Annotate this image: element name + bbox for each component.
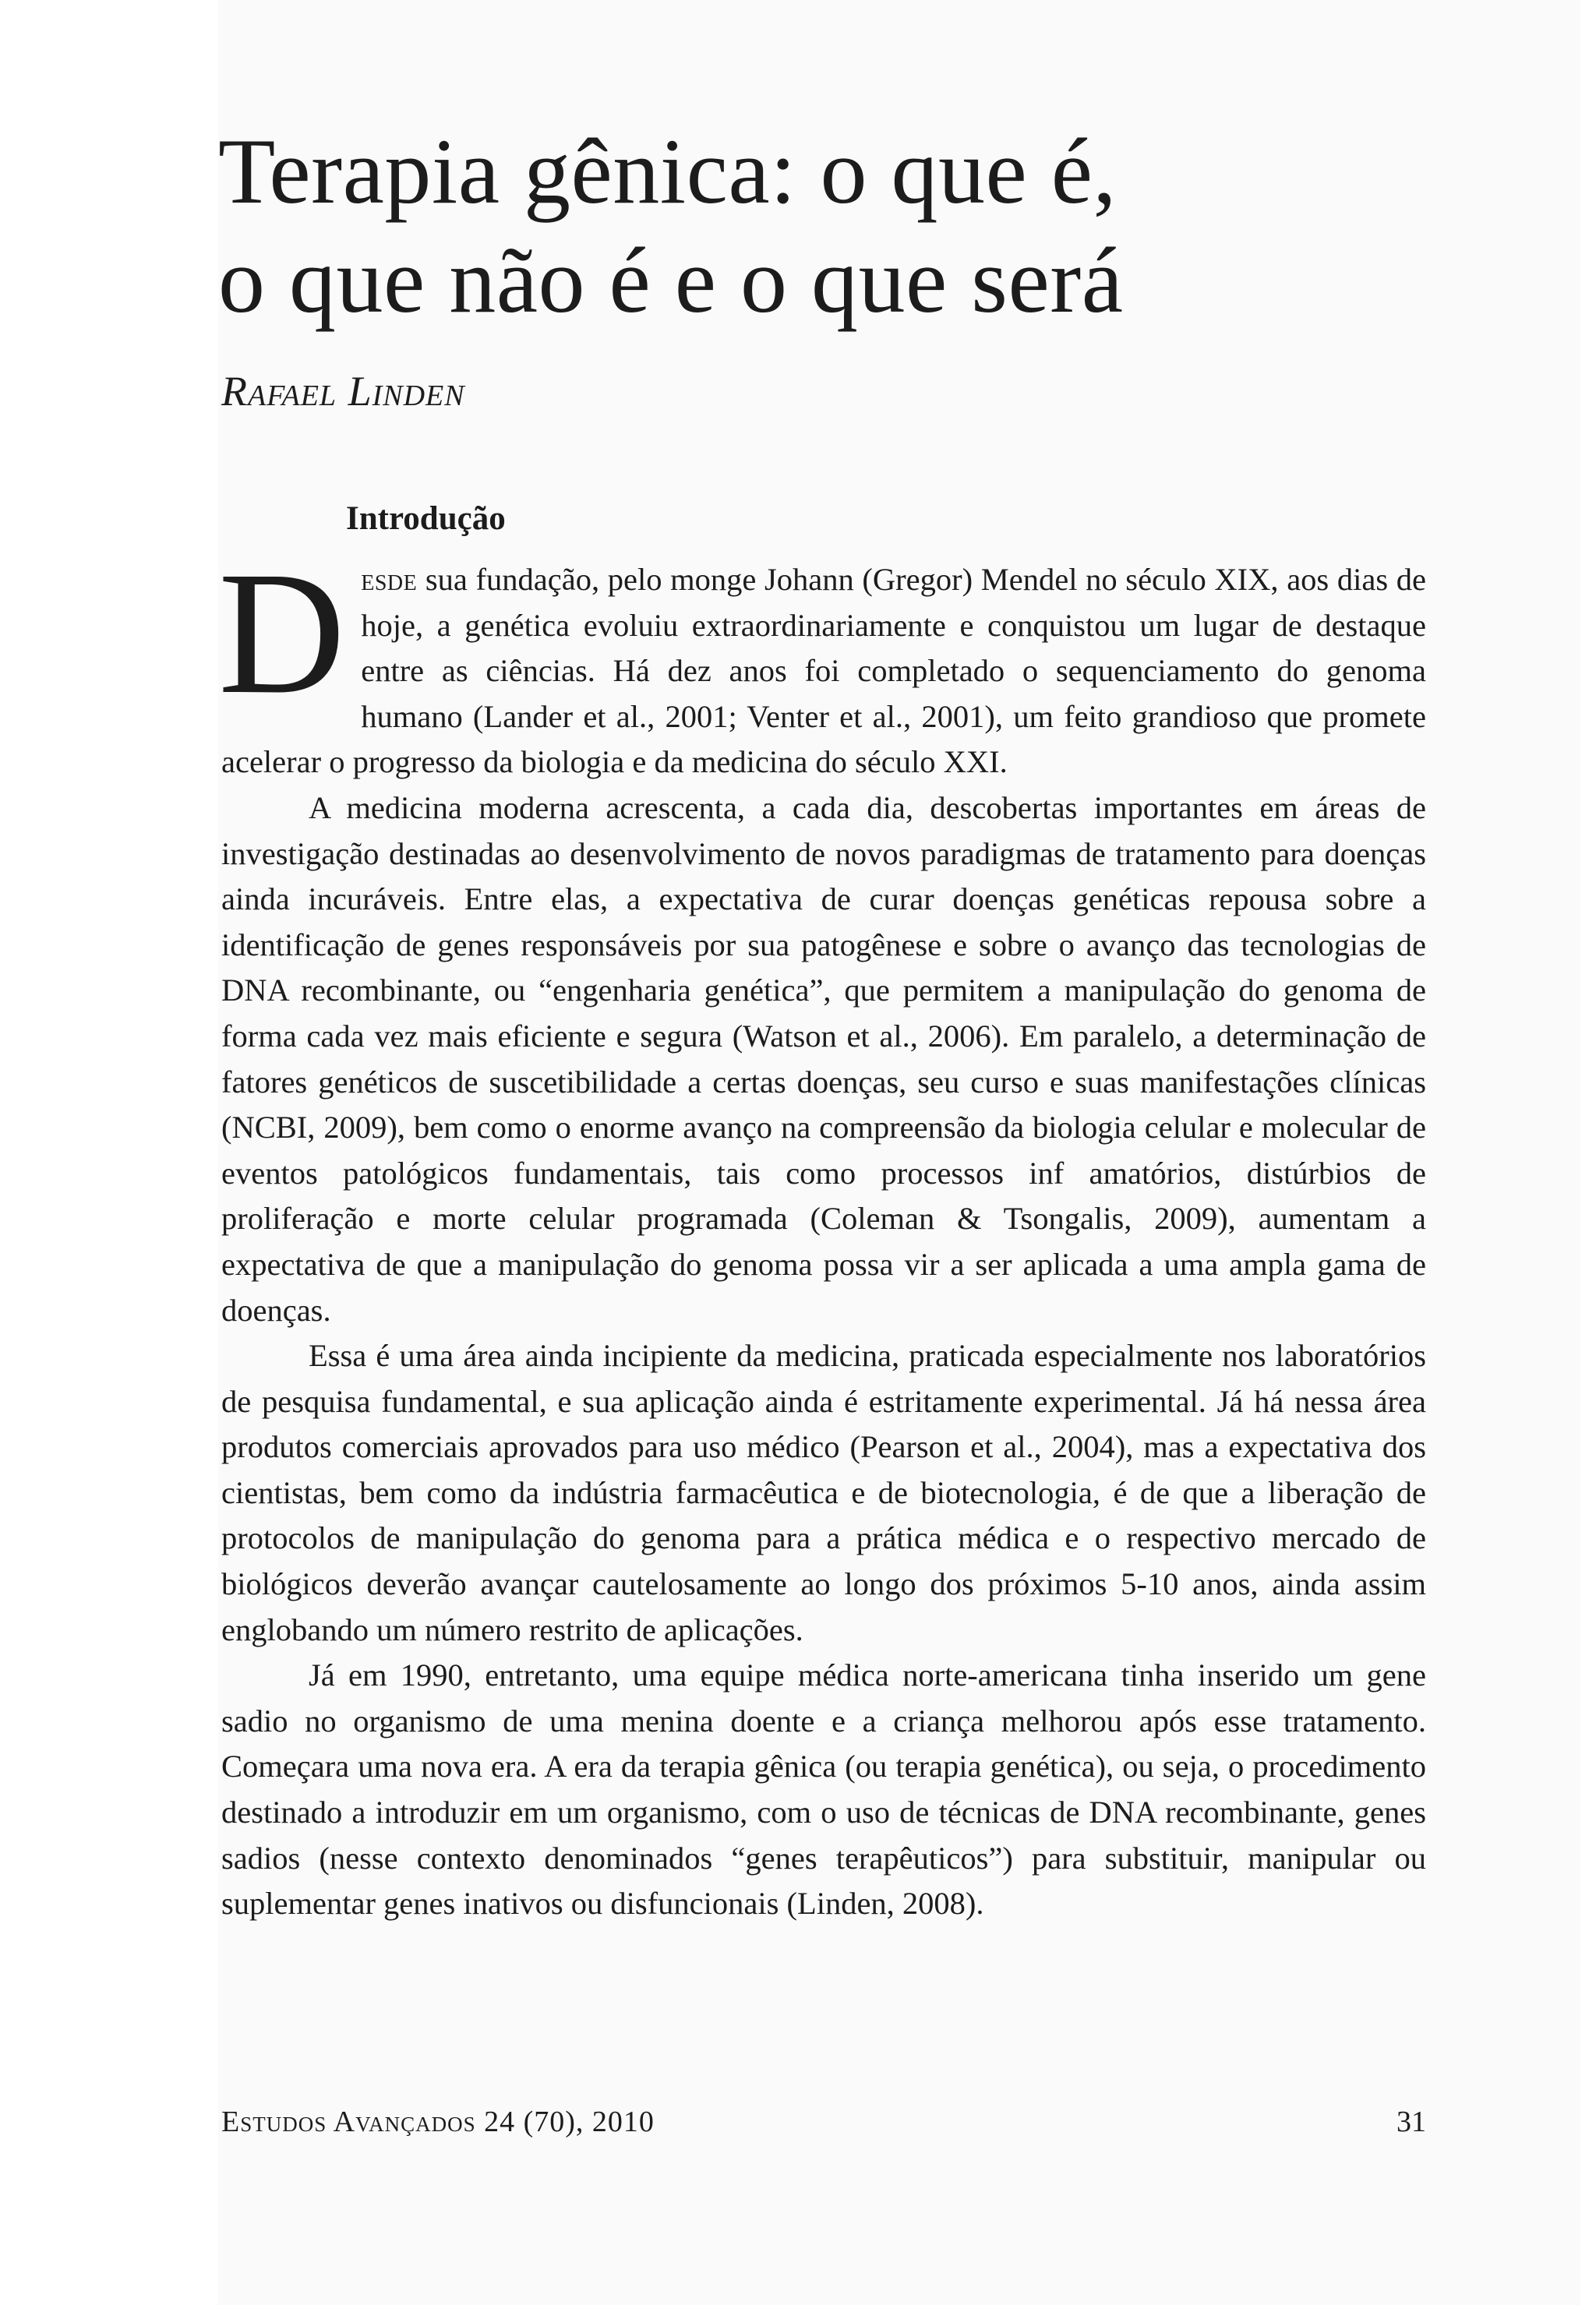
lead-word: esde (361, 562, 418, 597)
article-body (218, 535, 1426, 1927)
section-heading: Introdução (346, 500, 506, 537)
page-number: 31 (1396, 2106, 1426, 2138)
article-title-line-1: Terapia gênica: o que é, (218, 119, 1117, 223)
paragraph-3: Essa é uma área ainda incipiente da medicina, praticada especialmente nos laboratórios de pesquisa fundamental, e sua aplicação ainda é estritamente experimental. Já há nessa área produtos comerciais aprovados para uso médico (Pearson et al., 2004), mas a expectativa dos cientistas, bem como da indústria farmacêutica e de biotecnologia, é de que a liberação de protocolos de manipulação do genoma para a prática médica e o respectivo mercado de biológicos deverão avançar cautelosamente ao longo dos próximos 5-10 anos, ainda assim englobando um número restrito de aplicações. (221, 1338, 1426, 1647)
article-title-line-2: o que não é e o que será (218, 228, 1124, 332)
article-title (218, 117, 1387, 335)
article-author: Rafael Linden (221, 368, 465, 415)
paragraph-4: Já em 1990, entretanto, uma equipe médica norte-americana tinha inserido um gene sadio no organismo de uma menina doente e a criança melhorou após esse tratamento. Começara uma nova era. A era da terapia gênica (ou terapia genética), ou seja, o procedimento destinado a introduzir em um organismo, com o uso de técnicas de DNA recombinante, genes sadios (nesse contexto denominados “genes terapêuticos”) para substituir, manipular ou suplementar genes inativos ou disfuncionais (Linden, 2008). (221, 1657, 1426, 1922)
footer-journal-citation: Estudos Avançados 24 (70), 2010 (221, 2106, 655, 2138)
drop-cap: D (218, 535, 346, 730)
paragraph-1-text: sua fundação, pelo monge Johann (Gregor) Mendel no século XIX, aos dias de hoje, a genética evoluiu extraordinariamente e conquistou um lugar de destaque entre as ciências. Há dez anos foi completado o sequenciamento do genoma humano (Lander et al., 2001; Venter et al., 2001), um feito grandioso que promete acelerar o progresso da biologia e da medicina do século XXI. (221, 562, 1426, 780)
paragraph-2: A medicina moderna acrescenta, a cada dia, descobertas importantes em áreas de investigação destinadas ao desenvolvimento de novos paradigmas de tratamento para doenças ainda incuráveis. Entre elas, a expectativa de curar doenças genéticas repousa sobre a identificação de genes responsáveis por sua patogênese e sobre o avanço das tecnologias de DNA recombinante, ou “engenharia genética”, que permitem a manipulação do genoma de forma cada vez mais eficiente e segura (Watson et al., 2006). Em paralelo, a determinação de fatores genéticos de suscetibilidade a certas doenças, seu curso e suas manifestações clínicas (NCBI, 2009), bem como o enorme avanço na compreensão da biologia celular e molecular de eventos patológicos fundamentais, tais como processos inf amatórios, distúrbios de proliferação e morte celular programada (Coleman & Tsongalis, 2009), aumentam a expectativa de que a manipulação do genoma possa vir a ser aplicada a uma ampla gama de doenças. (221, 789, 1426, 1328)
paragraph-1 (218, 535, 1426, 785)
